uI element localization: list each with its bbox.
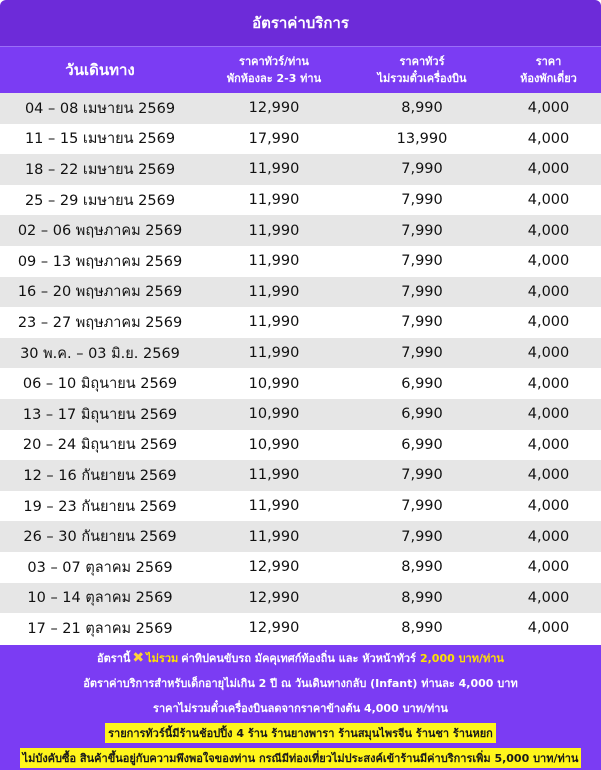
single-room-cell: 4,000 [527, 192, 570, 209]
footer-line-2: อัตราค่าบริการสำหรับเด็กอายุไม่เกิน 2 ปี ณ วันเดินทางกลับ (Infant) ท่านละ 4,000 บาท [83, 676, 518, 690]
single-room-cell: 4,000 [527, 161, 570, 178]
single-room-cell: 4,000 [527, 467, 570, 484]
header-travel-date: วันเดินทาง [65, 61, 135, 79]
no-ticket-cell: 7,990 [401, 528, 443, 545]
date-cell: 09 – 13 พฤษภาคม 2569 [17, 253, 183, 270]
header-no-ticket-price [348, 53, 496, 87]
date-cell: 13 – 17 มิถุนายน 2569 [22, 406, 178, 423]
date-cell: 04 – 08 เมษายน 2569 [24, 100, 176, 117]
table-row [0, 583, 601, 614]
single-room-cell: 4,000 [527, 100, 570, 117]
table-row [0, 338, 601, 369]
price-cell: 11,990 [248, 283, 300, 300]
no-ticket-cell: 7,990 [401, 283, 443, 300]
price-cell: 11,990 [248, 345, 300, 362]
price-cell: 11,990 [248, 314, 300, 331]
no-ticket-cell: 8,990 [401, 100, 443, 117]
price-cell: 12,990 [248, 589, 300, 606]
single-room-cell: 4,000 [527, 345, 570, 362]
footer-line-3: ราคาไม่รวมตั๋วเครื่องบินลดจากราคาข้างต้น 4,000 บาท/ท่าน [153, 701, 448, 715]
footer-line1-c: ค่าทิปคนขับรถ มัคคุเทศก์ท้องถิ่น และ หัวหน้าทัวร์ [181, 651, 416, 665]
table-row [0, 124, 601, 155]
price-cell: 12,990 [248, 620, 300, 637]
price-cell: 11,990 [248, 161, 300, 178]
header-single-room [496, 53, 601, 87]
table-row [0, 368, 601, 399]
table-row [0, 552, 601, 583]
date-cell: 18 – 22 เมษายน 2569 [24, 161, 176, 178]
header-tour-price [200, 53, 348, 87]
table-row [0, 185, 601, 216]
price-cell: 17,990 [248, 130, 300, 147]
table-row [0, 215, 601, 246]
header-single-line1: ราคา [535, 55, 562, 68]
footer-line-4-wrap [0, 720, 601, 745]
table-row [0, 491, 601, 522]
price-cell: 11,990 [248, 498, 300, 515]
date-cell: 19 – 23 กันยายน 2569 [23, 498, 177, 515]
single-room-cell: 4,000 [527, 620, 570, 637]
table-row [0, 307, 601, 338]
no-ticket-cell: 7,990 [401, 467, 443, 484]
header-single-line2: ห้องพักเดี่ยว [520, 72, 577, 85]
footer-notes [0, 645, 601, 770]
table-row [0, 521, 601, 552]
no-ticket-cell: 7,990 [401, 253, 443, 270]
no-ticket-cell: 7,990 [401, 498, 443, 515]
header-no-ticket-line1: ราคาทัวร์ [399, 55, 445, 68]
no-ticket-cell: 7,990 [401, 161, 443, 178]
no-ticket-cell: 8,990 [401, 620, 443, 637]
single-room-cell: 4,000 [527, 314, 570, 331]
date-cell: 06 – 10 มิถุนายน 2569 [22, 376, 178, 393]
table-row [0, 613, 601, 644]
single-room-cell: 4,000 [527, 222, 570, 239]
footer-line1-b: ไม่รวม [146, 651, 179, 665]
page-title: อัตราค่าบริการ [0, 0, 601, 46]
footer-line-1 [0, 645, 601, 670]
no-ticket-cell: 6,990 [401, 375, 443, 392]
table-row [0, 93, 601, 124]
no-ticket-cell: 7,990 [401, 314, 443, 331]
footer-line-5-wrap [0, 745, 601, 770]
no-ticket-cell: 6,990 [401, 406, 443, 423]
table-row [0, 460, 601, 491]
footer-line-5: ไม่บังคับซื้อ สินค้าขึ้นอยู่กับความพึงพอใจของท่าน กรณีมีท่องเที่ยวไม่ประสงค์เข้าร้านมีค่าบริการเพิ่ม 5,000 บาท/ท่าน [20, 748, 582, 768]
single-room-cell: 4,000 [527, 283, 570, 300]
date-cell: 30 พ.ค. – 03 มิ.ย. 2569 [20, 345, 180, 362]
date-cell: 25 – 29 เมษายน 2569 [24, 192, 176, 209]
footer-line-4: รายการทัวร์นี้มีร้านช้อปปิ้ง 4 ร้าน ร้านยางพารา ร้านสมุนไพรจีน ร้านชา ร้านหยก [105, 723, 496, 743]
date-cell: 11 – 15 เมษายน 2569 [24, 131, 176, 148]
price-cell: 12,990 [248, 100, 300, 117]
single-room-cell: 4,000 [527, 528, 570, 545]
price-cell: 11,990 [248, 253, 300, 270]
date-cell: 10 – 14 ตุลาคม 2569 [27, 590, 173, 607]
no-ticket-cell: 8,990 [401, 559, 443, 576]
price-cell: 11,990 [248, 192, 300, 209]
single-room-cell: 4,000 [527, 130, 570, 147]
single-room-cell: 4,000 [527, 498, 570, 515]
footer-line1-a: อัตรานี้ [97, 651, 131, 665]
footer-line1-d: 2,000 บาท/ท่าน [419, 651, 504, 665]
price-cell: 10,990 [248, 375, 300, 392]
date-cell: 23 – 27 พฤษภาคม 2569 [17, 314, 183, 331]
single-room-cell: 4,000 [527, 253, 570, 270]
table-header [0, 46, 601, 93]
single-room-cell: 4,000 [527, 559, 570, 576]
no-ticket-cell: 7,990 [401, 345, 443, 362]
single-room-cell: 4,000 [527, 406, 570, 423]
date-cell: 26 – 30 กันยายน 2569 [23, 529, 177, 546]
date-cell: 16 – 20 พฤษภาคม 2569 [17, 284, 183, 301]
no-ticket-cell: 8,990 [401, 589, 443, 606]
table-row [0, 430, 601, 461]
price-cell: 11,990 [248, 528, 300, 545]
date-cell: 17 – 21 ตุลาคม 2569 [27, 620, 173, 637]
table-row [0, 277, 601, 308]
price-cell: 11,990 [248, 222, 300, 239]
no-ticket-cell: 7,990 [401, 192, 443, 209]
no-ticket-cell: 7,990 [401, 222, 443, 239]
price-cell: 10,990 [248, 406, 300, 423]
no-ticket-cell: 13,990 [396, 130, 448, 147]
header-no-ticket-line2: ไม่รวมตั๋วเครื่องบิน [377, 72, 467, 85]
cross-icon: ✖ [132, 649, 145, 666]
no-ticket-cell: 6,990 [401, 436, 443, 453]
price-cell: 12,990 [248, 559, 300, 576]
table-row [0, 246, 601, 277]
date-cell: 20 – 24 มิถุนายน 2569 [22, 437, 178, 454]
header-tour-price-line1: ราคาทัวร์/ท่าน [239, 55, 309, 68]
single-room-cell: 4,000 [527, 589, 570, 606]
date-cell: 02 – 06 พฤษภาคม 2569 [17, 223, 183, 240]
date-cell: 03 – 07 ตุลาคม 2569 [27, 559, 173, 576]
table-body [0, 93, 601, 644]
header-tour-price-line2: พักห้องละ 2-3 ท่าน [226, 72, 322, 85]
table-row [0, 154, 601, 185]
date-cell: 12 – 16 กันยายน 2569 [23, 467, 177, 484]
single-room-cell: 4,000 [527, 375, 570, 392]
table-row [0, 399, 601, 430]
price-cell: 10,990 [248, 436, 300, 453]
price-cell: 11,990 [248, 467, 300, 484]
single-room-cell: 4,000 [527, 436, 570, 453]
